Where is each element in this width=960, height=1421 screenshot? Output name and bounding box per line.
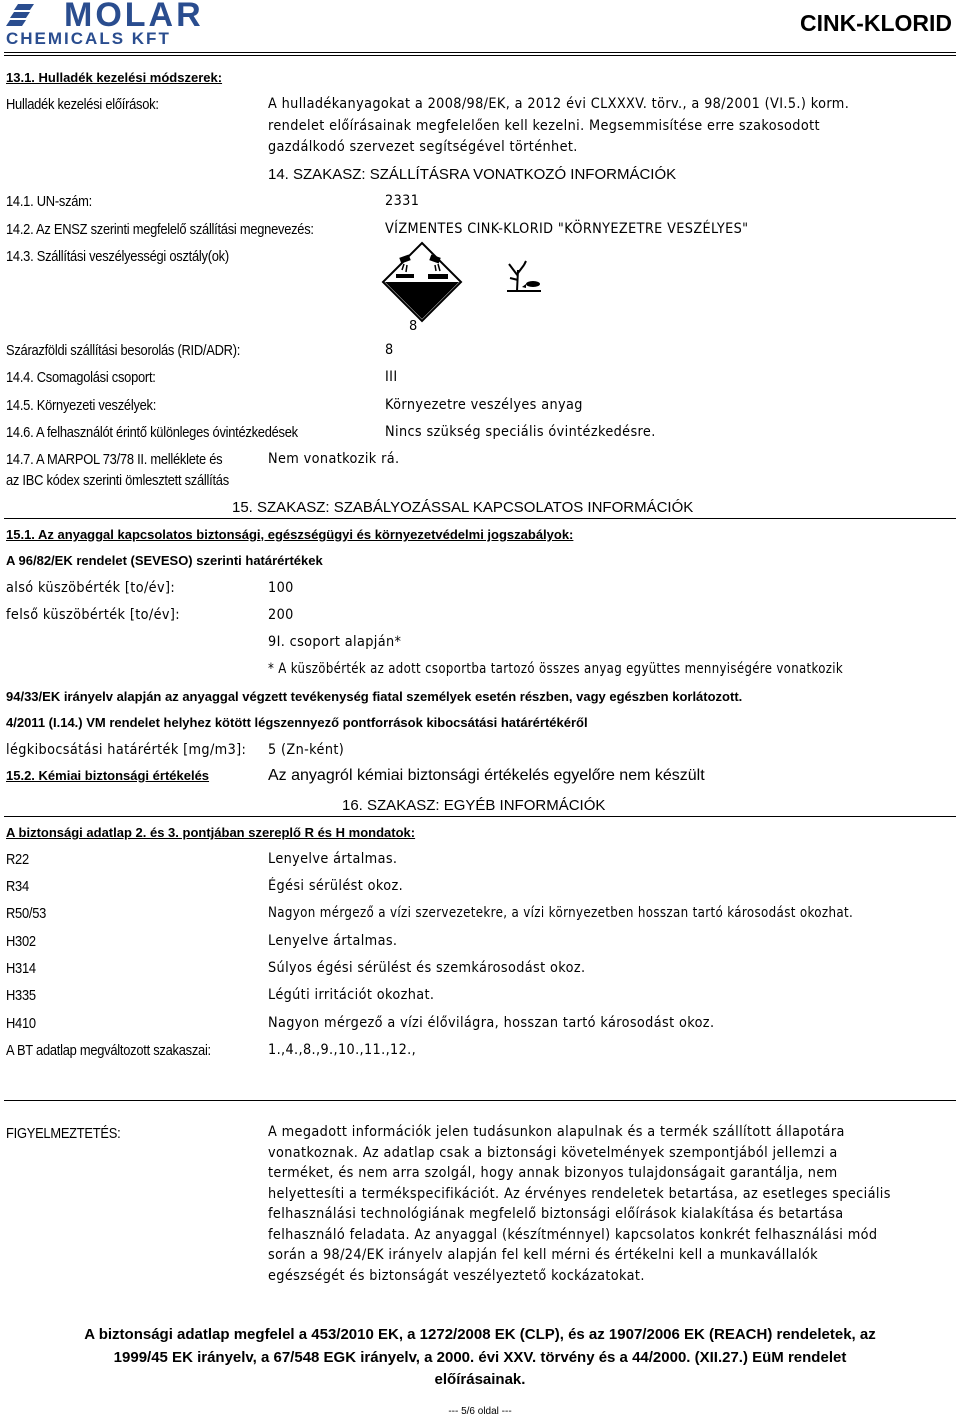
s16-row-code: H314 xyxy=(6,960,36,977)
header-divider xyxy=(4,52,956,53)
s14-env-value: Környezetre veszélyes anyag xyxy=(385,397,583,413)
s16-row-text: Nagyon mérgező a vízi szervezetekre, a vízi környezetben hosszan tartó károsodást okozhat. xyxy=(268,905,854,921)
s14-prec-value: Nincs szükség speciális óvintézkedésre. xyxy=(385,424,656,440)
s15-air-value: 5 (Zn-ként) xyxy=(268,742,345,758)
s16-row-text: Lenyelve ártalmas. xyxy=(268,851,398,867)
s16-row-code: R22 xyxy=(6,851,29,868)
s14-land-value: 8 xyxy=(385,342,394,358)
warning-line: felhasználási technológiának megfelelő biztonsági előírások kialakítása és betartása xyxy=(268,1206,844,1222)
warning-line: felhasználó feladata. Az anyaggal (készítménnyel) kapcsolatos konkrét felhasználási mód xyxy=(268,1226,878,1243)
s16-row-code: H302 xyxy=(6,933,36,950)
dead-tree-icon xyxy=(505,258,543,294)
s15-lower-label: alsó küszöbérték [to/év]: xyxy=(6,580,176,596)
s15-footnote: * A küszöbérték az adott csoportba tartozó összes anyag együttes mennyiségére vonatkozik xyxy=(268,661,843,677)
s16-row-text: Légúti irritációt okozhat. xyxy=(268,987,435,1003)
footer-line3: előírásainak. xyxy=(434,1371,526,1388)
s13-rules-line3: gazdálkodó szervezet segítségével történhet. xyxy=(268,139,578,155)
warning-label: FIGYELMEZTETÉS: xyxy=(6,1125,121,1142)
s16-row-code: R50/53 xyxy=(6,905,47,922)
warning-line: egészségét és biztonságát veszélyeztető kockázatokat. xyxy=(268,1267,645,1284)
s16-row-text: Lenyelve ártalmas. xyxy=(268,933,398,949)
s15-upper-value: 200 xyxy=(268,607,294,623)
document-title: CINK-KLORID xyxy=(799,10,952,36)
brand-subname: CHEMICALS KFT xyxy=(6,29,171,48)
s14-title: 14. SZAKASZ: SZÁLLÍTÁSRA VONATKOZÓ INFORMÁCIÓK xyxy=(268,166,677,183)
warning-line: helyettesíti a termékspecifikációt. Az érvényes rendeletek betartása, az esetleges speciális xyxy=(268,1185,891,1202)
s15-divider xyxy=(4,518,956,519)
s15-vm: 4/2011 (I.14.) VM rendelet helyhez kötött légszennyező pontforrások kibocsátási határértékéről xyxy=(6,715,588,730)
s16-divider xyxy=(4,816,956,817)
s14-land-label: Szárazföldi szállítási besorolás (RID/ADR): xyxy=(6,342,241,359)
s15-chem-value: Az anyagról kémiai biztonsági értékelés egyelőre nem készült xyxy=(268,767,705,784)
s14-name-label: 14.2. Az ENSZ szerinti megfelelő szállítási megnevezés: xyxy=(6,221,314,238)
s14-un-label: 14.1. UN-szám: xyxy=(6,193,92,210)
s15-sub1: 15.1. Az anyaggal kapcsolatos biztonsági, egészségügyi és környezetvédelmi jogszabályok: xyxy=(6,527,574,542)
s14-pack-value: III xyxy=(385,369,398,385)
s16-title: 16. SZAKASZ: EGYÉB INFORMÁCIÓK xyxy=(342,797,606,814)
s14-prec-label: 14.6. A felhasználót érintő különleges óvintézkedések xyxy=(6,424,298,441)
environment-pictogram xyxy=(505,258,543,294)
warning-line: A megadott információk jelen tudásunkon alapulnak és a termék szállított állapotára xyxy=(268,1124,845,1140)
footer-line2: 1999/45 EK irányelv, a 67/548 EGK irányelv, a 2000. évi XXV. törvény és a 44/2000. (XII.27.) EüM rendelet xyxy=(113,1349,847,1366)
s15-seveso: A 96/82/EK rendelet (SEVESO) szerinti határértékek xyxy=(6,553,323,568)
s13-rules-label: Hulladék kezelési előírások: xyxy=(6,96,159,113)
s16-row-code: R34 xyxy=(6,878,29,895)
s15-lower-value: 100 xyxy=(268,580,294,596)
s15-chem-label: 15.2. Kémiai biztonsági értékelés xyxy=(6,768,210,783)
footer-line1: A biztonsági adatlap megfelel a 453/2010 EK, a 1272/2008 EK (CLP), és az 1907/2006 EK (REACH) rendeletek, az xyxy=(84,1326,876,1343)
s15-group: 9I. csoport alapján* xyxy=(268,634,402,650)
warning-text xyxy=(268,1124,945,1288)
s14-un-value: 2331 xyxy=(385,193,420,209)
s16-heading: A biztonsági adatlap 2. és 3. pontjában szereplő R és H mondatok: xyxy=(6,825,416,840)
s16-row-text: Égési sérülést okoz. xyxy=(268,878,404,894)
s14-env-label: 14.5. Környezeti veszélyek: xyxy=(6,397,157,414)
corrosive-pictogram xyxy=(380,240,464,324)
warning-line: terméket, és nem arra szolgál, hogy annak bizonyos tulajdonságait garantálja, nem xyxy=(268,1165,838,1181)
s15-title: 15. SZAKASZ: SZABÁLYOZÁSSAL KAPCSOLATOS INFORMÁCIÓK xyxy=(232,499,694,516)
s14-marpol-value: Nem vonatkozik rá. xyxy=(268,451,400,467)
s15-upper-label: felső küszöbérték [to/év]: xyxy=(6,607,181,623)
pictogram-number: 8 xyxy=(409,319,418,334)
warning-line: vonatkoznak. Az adatlap csak a biztonsági követelmények szempontjából jellemzi a xyxy=(268,1144,838,1161)
company-logo xyxy=(4,2,229,48)
header-divider-2 xyxy=(4,55,956,56)
warning-divider xyxy=(4,1100,956,1101)
s14-class-label: 14.3. Szállítási veszélyességi osztály(ok) xyxy=(6,248,229,265)
s14-marpol-label1: 14.7. A MARPOL 73/78 II. melléklete és xyxy=(6,451,223,468)
s14-pack-label: 14.4. Csomagolási csoport: xyxy=(6,369,156,386)
warning-line: során a 98/24/EK irányelv alapján fel kell mérni és értékelni kell a munkavállalók xyxy=(268,1247,818,1263)
s16-row-text: Súlyos égési sérülést és szemkárosodást okoz. xyxy=(268,960,586,976)
s16-row-text: 1.,4.,8.,9.,10.,11.,12., xyxy=(268,1042,417,1058)
s14-marpol-label2: az IBC kódex szerinti ömlesztett szállítás xyxy=(6,472,229,489)
s13-heading: 13.1. Hulladék kezelési módszerek: xyxy=(6,70,223,85)
s13-rules-line2: rendelet előírásainak megfelelően kell kezelni. Megsemmisítése erre szakosodott xyxy=(268,118,820,134)
s16-row-code: A BT adatlap megváltozott szakaszai: xyxy=(6,1042,211,1059)
s13-rules-line1: A hulladékanyagokat a 2008/98/EK, a 2012 évi CLXXXV. törv., a 98/2001 (VI.5.) korm. xyxy=(268,96,850,112)
s16-row-code: H410 xyxy=(6,1015,36,1032)
s16-row-code: H335 xyxy=(6,987,36,1004)
corrosive-diamond-icon xyxy=(380,240,464,324)
s15-directive: 94/33/EK irányelv alapján az anyaggal végzett tevékenység fiatal személyek esetén részben, vagy egészben korlátozott. xyxy=(6,689,743,704)
brand-name: MOLAR xyxy=(64,0,204,34)
s16-row-text: Nagyon mérgező a vízi élővilágra, hosszan tartó károsodást okoz. xyxy=(268,1015,715,1031)
s15-air-label: légkibocsátási határérték [mg/m3]: xyxy=(6,742,247,758)
s14-name-value: VÍZMENTES CINK-KLORID "KÖRNYEZETRE VESZÉLYES" xyxy=(385,221,749,237)
page-number: --- 5/6 oldal --- xyxy=(448,1406,512,1417)
